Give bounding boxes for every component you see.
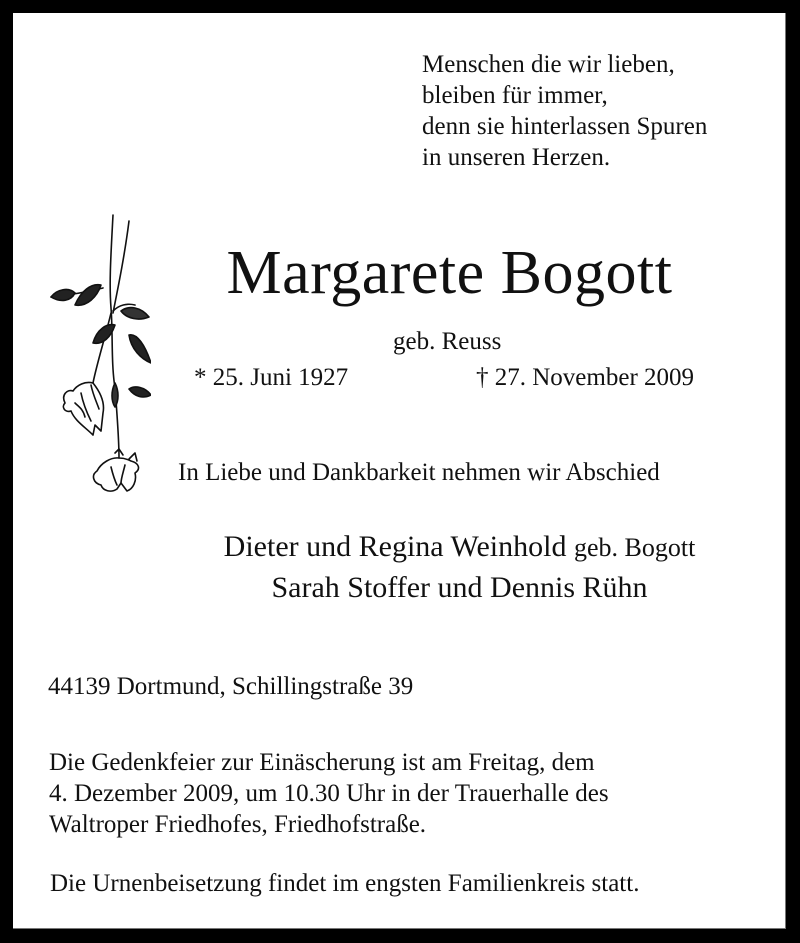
ceremony-line: Die Gedenkfeier zur Einäscherung ist am Freitag, dem: [49, 749, 595, 776]
maiden-name: geb. Reuss: [393, 328, 502, 355]
poem-line: denn sie hinterlassen Spuren: [422, 113, 708, 140]
memorial-poem: [422, 49, 707, 173]
ceremony-line: Waltroper Friedhofes, Friedhofstraße.: [49, 811, 427, 838]
family-address: 44139 Dortmund, Schillingstraße 39: [48, 673, 414, 700]
deceased-name: Margarete Bogott: [226, 239, 673, 307]
death-date: † 27. November 2009: [476, 364, 695, 391]
mourner-names: Dieter und Regina Weinhold: [223, 530, 567, 563]
burial-notice: Die Urnenbeisetzung findet im engsten Familienkreis statt.: [50, 870, 640, 897]
farewell-text: In Liebe und Dankbarkeit nehmen wir Abschied: [178, 459, 660, 486]
mourners-list: [163, 527, 756, 608]
poem-line: bleiben für immer,: [422, 82, 608, 109]
mourner-line: [163, 527, 756, 568]
poem-line: in unseren Herzen.: [422, 144, 611, 171]
obituary-page: [13, 13, 786, 929]
mourner-line: Sarah Stoffer und Dennis Rühn: [271, 571, 648, 604]
ceremony-line: 4. Dezember 2009, um 10.30 Uhr in der Trauerhalle des: [49, 780, 609, 807]
birth-date: * 25. Juni 1927: [194, 364, 349, 391]
ceremony-details: [49, 747, 609, 840]
mourner-maiden-name: geb. Bogott: [573, 533, 696, 562]
poem-line: Menschen die wir lieben,: [422, 51, 675, 78]
